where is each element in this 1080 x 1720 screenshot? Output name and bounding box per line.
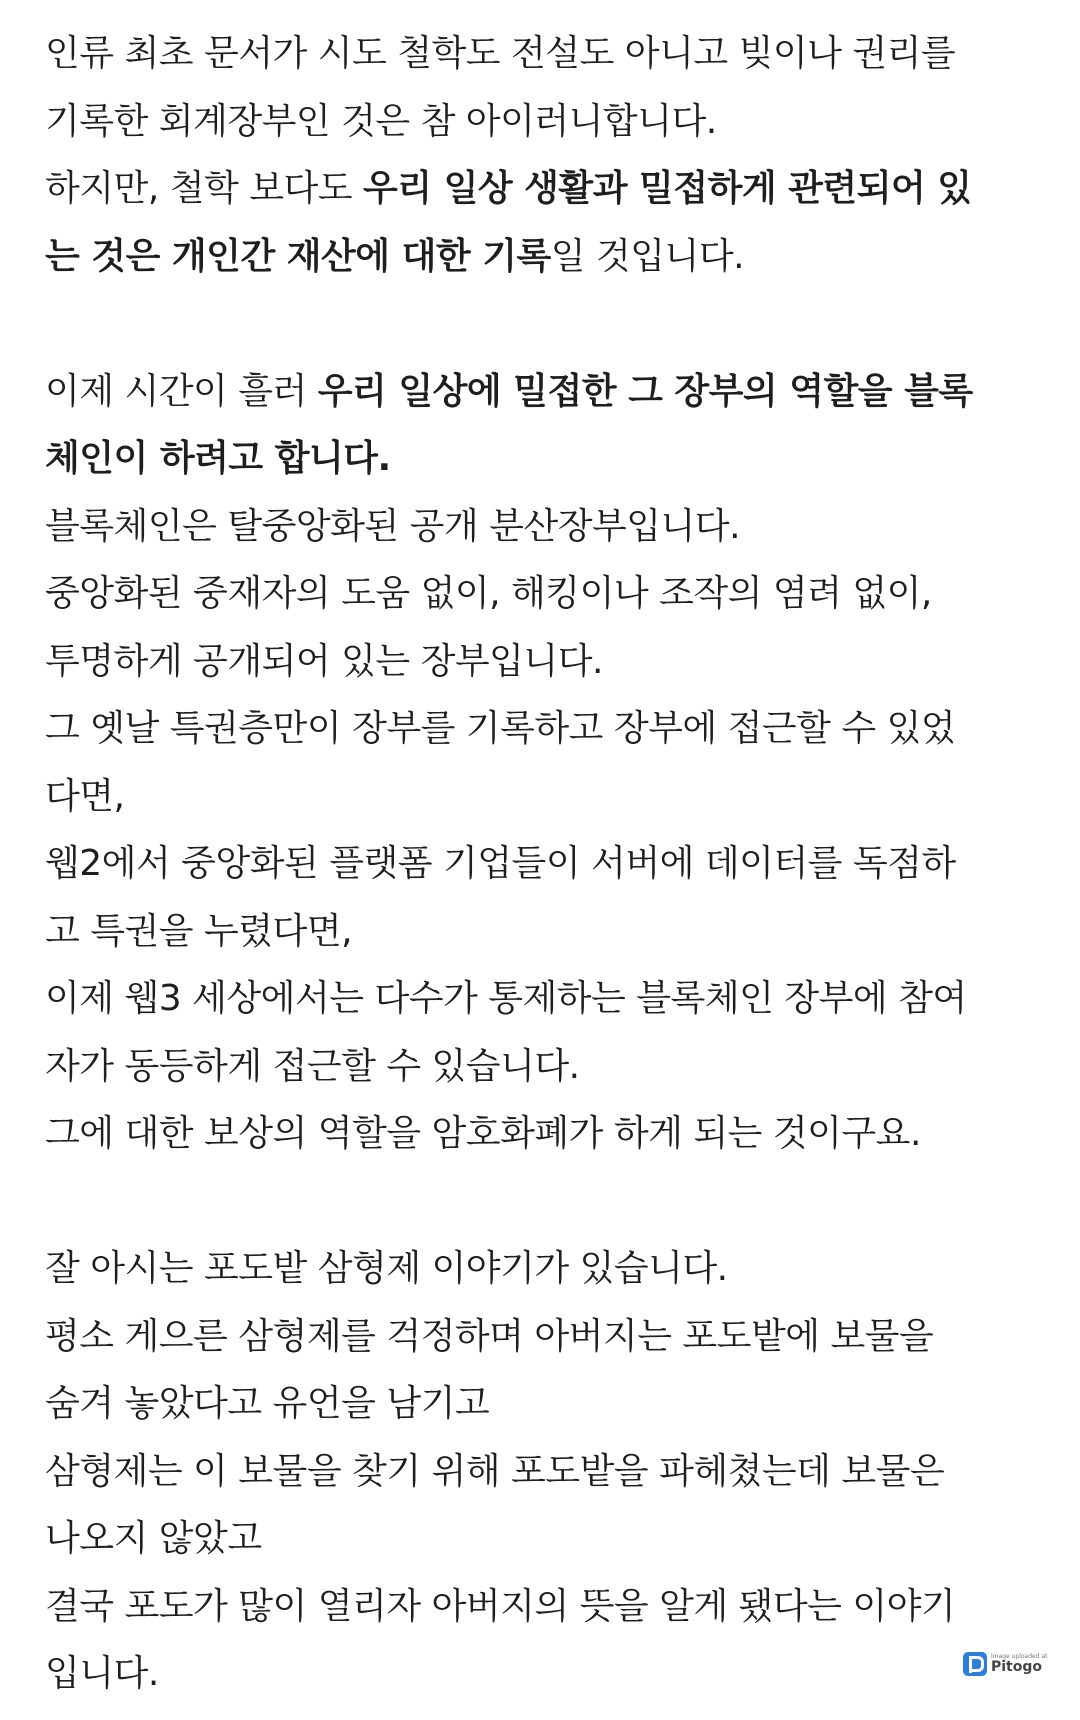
text-line — [45, 560, 1045, 628]
text-line — [45, 155, 1045, 223]
text-line — [45, 1033, 1045, 1101]
text-segment: 입니다. — [45, 1653, 159, 1694]
text-line — [45, 965, 1045, 1033]
text-segment: 삼형제는 이 보물을 찾기 위해 포도밭을 파헤쳤는데 보물은 — [45, 1450, 945, 1492]
text-line — [45, 425, 1045, 493]
text-line — [45, 1303, 1045, 1371]
text-line — [45, 223, 1045, 291]
text-segment: 평소 게으른 삼형제를 걱정하며 아버지는 포도밭에 보물을 — [45, 1315, 934, 1357]
text-line — [45, 695, 1045, 763]
text-segment: 자가 동등하게 접근할 수 있습니다. — [45, 1045, 580, 1087]
bold-text-segment: 체인이 하려고 합니다. — [45, 438, 391, 479]
text-line — [45, 88, 1045, 156]
text-line — [45, 493, 1045, 561]
text-segment: 일 것입니다. — [550, 235, 745, 277]
text-segment: 이제 웹3 세상에서는 다수가 통제하는 블록체인 장부에 참여 — [45, 978, 967, 1019]
text-line — [45, 628, 1045, 696]
text-line — [45, 20, 1045, 88]
text-segment: 그에 대한 보상의 역할을 암호화폐가 하게 되는 것이구요. — [45, 1113, 921, 1154]
text-line — [45, 763, 1045, 831]
text-line — [45, 1505, 1045, 1573]
text-segment: 하지만, 철학 보다도 — [45, 168, 363, 209]
watermark-caption: image uploaded at — [991, 1653, 1048, 1660]
text-segment: 블록체인은 탈중앙화된 공개 분산장부입니다. — [45, 505, 741, 547]
text-segment: 중앙화된 중재자의 도움 없이, 해킹이나 조작의 염려 없이, — [45, 573, 932, 614]
text-line — [45, 898, 1045, 966]
article-body — [45, 20, 1048, 1708]
text-segment: 잘 아시는 포도밭 삼형제 이야기가 있습니다. — [45, 1248, 728, 1289]
text-segment: 나오지 않았고 — [45, 1518, 262, 1559]
text-segment: 이제 시간이 흘러 — [45, 370, 318, 412]
bold-text-segment: 우리 일상 생활과 밀접하게 관련되어 있 — [362, 168, 972, 209]
text-line — [45, 1235, 1045, 1303]
pitogo-logo-icon — [963, 1652, 987, 1676]
blank-line — [45, 1168, 1045, 1236]
text-segment: 인류 최초 문서가 시도 철학도 전설도 아니고 빚이나 권리를 — [45, 33, 956, 74]
text-segment: 기록한 회계장부인 것은 참 아이러니합니다. — [45, 100, 717, 142]
watermark-text — [991, 1654, 1047, 1674]
text-segment: 다면, — [45, 775, 125, 817]
bold-text-segment: 우리 일상에 밀접한 그 장부의 역할을 블록 — [317, 370, 973, 412]
text-line — [45, 1370, 1045, 1438]
text-segment: 웹2에서 중앙화된 플랫폼 기업들이 서버에 데이터를 독점하 — [45, 843, 956, 884]
text-segment: 결국 포도가 많이 열리자 아버지의 뜻을 알게 됐다는 이야기 — [45, 1585, 956, 1627]
text-line — [45, 358, 1045, 426]
bold-text-segment: 는 것은 개인간 재산에 대한 기록 — [45, 235, 551, 277]
pitogo-watermark — [963, 1646, 1047, 1682]
text-segment: 숨겨 놓았다고 유언을 남기고 — [45, 1383, 490, 1424]
text-segment: 고 특권을 누렸다면, — [45, 910, 353, 952]
text-segment: 그 옛날 특권층만이 장부를 기록하고 장부에 접근할 수 있었 — [45, 708, 956, 749]
text-line — [45, 830, 1045, 898]
text-line — [45, 1573, 1045, 1641]
text-line — [45, 1438, 1045, 1506]
text-line — [45, 1640, 1048, 1708]
blank-line — [45, 290, 1045, 358]
watermark-brand: Pitogo — [991, 1659, 1043, 1675]
text-segment: 투명하게 공개되어 있는 장부입니다. — [45, 640, 603, 682]
text-line — [45, 1100, 1045, 1168]
